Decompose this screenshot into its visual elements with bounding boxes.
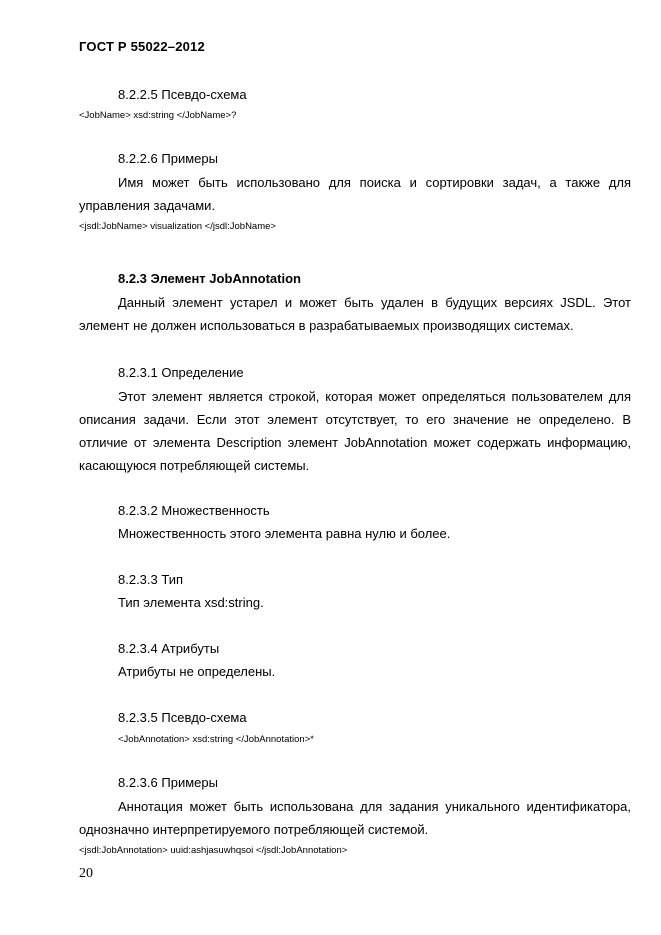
text-8-2-3-3: Тип элемента xsd:string.: [118, 595, 264, 610]
heading-8-2-3-5: 8.2.3.5 Псевдо-схема: [118, 710, 247, 725]
heading-8-2-3-6: 8.2.3.6 Примеры: [118, 775, 218, 790]
page-number: 20: [79, 866, 93, 881]
code-8-2-3-5: <JobAnnotation> xsd:string </JobAnnotation>*: [118, 734, 314, 745]
heading-8-2-3-2: 8.2.3.2 Множественность: [118, 503, 270, 518]
paragraph-8-2-3-6: Аннотация может быть использована для задания уникального идентификатора, однозначно интерпретируемого потребляющей системой.: [79, 799, 631, 837]
heading-8-2-3-4: 8.2.3.4 Атрибуты: [118, 641, 220, 656]
text-8-2-3-2: Множественность этого элемента равна нулю и более.: [118, 526, 451, 541]
code-8-2-2-5: <JobName> xsd:string </JobName>?: [79, 110, 237, 121]
paragraph-8-2-2-6: Имя может быть использовано для поиска и сортировки задач, а также для управления задачами.: [79, 175, 631, 213]
paragraph-8-2-3-1: Этот элемент является строкой, которая может определяться пользователем для описания задачи. Если этот элемент отсутствует, то его значение не определено. В отличие от элемента Description элемент JobAnnotation может содержать информацию, касающуюся потребляющей системы.: [79, 389, 631, 473]
code-8-2-2-6: <jsdl:JobName> visualization </jsdl:JobName>: [79, 221, 276, 232]
heading-8-2-2-6: 8.2.2.6 Примеры: [118, 151, 218, 166]
heading-8-2-3-3: 8.2.3.3 Тип: [118, 572, 184, 587]
text-8-2-3-4: Атрибуты не определены.: [118, 664, 276, 679]
document-header: ГОСТ Р 55022–2012: [79, 39, 205, 54]
heading-8-2-2-5: 8.2.2.5 Псевдо-схема: [118, 87, 247, 102]
heading-8-2-3: 8.2.3 Элемент JobAnnotation: [118, 271, 301, 286]
paragraph-8-2-3: Данный элемент устарел и может быть удален в будущих версиях JSDL. Этот элемент не должен использоваться в разрабатываемых производящих системах.: [79, 295, 631, 333]
code-8-2-3-6: <jsdl:JobAnnotation> uuid:ashjasuwhqsoi </jsdl:JobAnnotation>: [79, 845, 348, 856]
heading-8-2-3-1: 8.2.3.1 Определение: [118, 365, 244, 380]
